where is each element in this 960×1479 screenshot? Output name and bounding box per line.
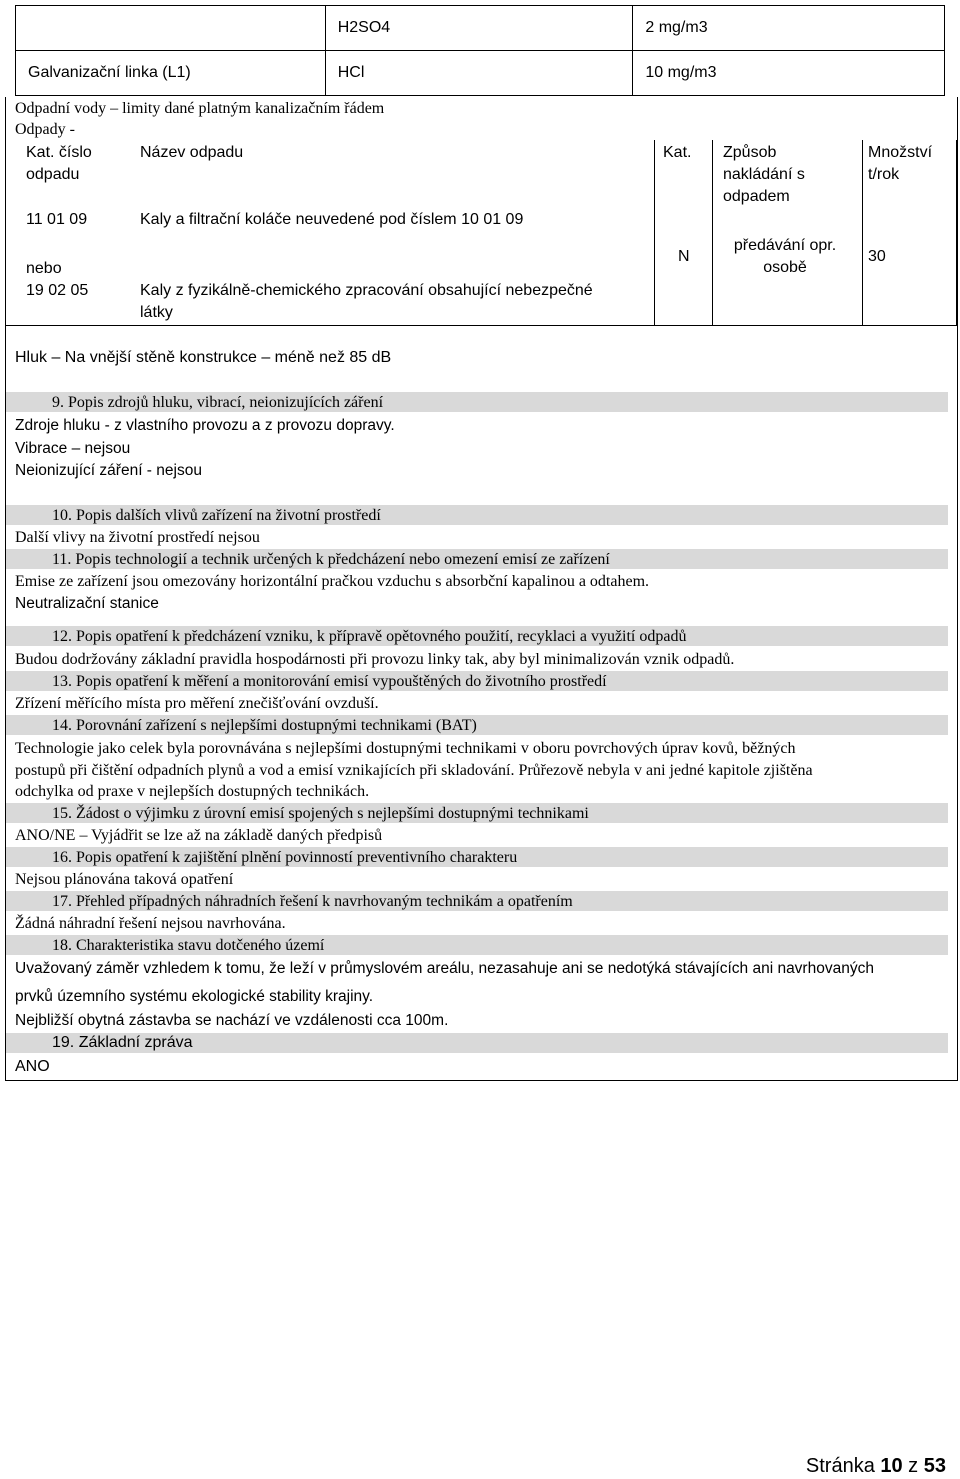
emission-limit: 10 mg/m3 <box>633 51 945 96</box>
header-waste-name: Název odpadu <box>140 144 244 161</box>
section-10-title: 10. Popis dalších vlivů zařízení na životní prostředí <box>52 507 381 524</box>
waste-code-2: 19 02 05 <box>26 282 89 299</box>
section-13-text: Zřízení měřícího místa pro měření znečišťování ovzduší. <box>15 695 379 712</box>
section-17-title: 17. Přehled případných náhradních řešení k navrhovaným technikám a opatřením <box>52 893 573 910</box>
footer-prefix: Stránka <box>805 1455 881 1477</box>
section-12-text: Budou dodržovány základní pravidla hospodárnosti při provozu linky tak, aby byl minimalizován vznik odpadů. <box>15 651 735 668</box>
section-11-title: 11. Popis technologií a technik určených k předcházení nebo omezení emisí ze zařízení <box>52 551 610 568</box>
section-14-title: 14. Porovnání zařízení s nejlepšími dostupnými technikami (BAT) <box>52 717 477 734</box>
emissions-table <box>15 5 945 96</box>
emission-source <box>16 6 326 51</box>
header-category: Kat. <box>663 144 692 161</box>
section-17-text: Žádná náhradní řešení nejsou navrhována. <box>15 915 286 932</box>
footer-mid: z <box>902 1455 924 1477</box>
section-9-title: 9. Popis zdrojů hluku, vibrací, neionizujících záření <box>52 394 384 411</box>
waste-handling: předávání opr. osobě <box>733 237 837 276</box>
section-11-text: Emise ze zařízení jsou omezovány horizontální pračkou vzduchu s absorbční kapalinou a odtahem. <box>15 573 650 590</box>
section-15-title: 15. Žádost o výjimku z úrovní emisí spojených s nejlepšími dostupnými technikami <box>52 805 589 822</box>
section-10-text: Další vlivy na životní prostředí nejsou <box>15 529 260 546</box>
header-waste-code: Kat. číslo odpadu <box>26 144 92 183</box>
emission-limit: 2 mg/m3 <box>633 6 945 51</box>
section-16-text: Nejsou plánována taková opatření <box>15 871 234 888</box>
section-19-text: ANO <box>15 1058 50 1075</box>
section-14-line: odchylka od praxe v nejlepších dostupných technikách. <box>15 783 370 800</box>
or-label: nebo <box>26 260 62 277</box>
page-footer <box>806 1455 946 1478</box>
waste-name-1: Kaly a filtrační koláče neuvedené pod číslem 10 01 09 <box>140 211 524 228</box>
section-9-line: Neionizující záření - nejsou <box>15 462 202 479</box>
section-18-line: Uvažovaný záměr vzhledem k tomu, že leží v průmyslovém areálu, nezasahuje ani se nedotýká stávajících ani navrhovaných <box>15 960 874 977</box>
section-12-title: 12. Popis opatření k předcházení vzniku, k přípravě opětovného použití, recyklaci a využití odpadů <box>52 628 687 645</box>
section-19-title: 19. Základní zpráva <box>52 1034 193 1051</box>
section-18-title: 18. Charakteristika stavu dotčeného území <box>52 937 325 954</box>
waste-name-2: Kaly z fyzikálně-chemického zpracování obsahující nebezpečné látky <box>140 282 593 321</box>
waste-code-1: 11 01 09 <box>26 211 88 228</box>
total-pages: 53 <box>923 1455 946 1477</box>
section-11-text-2: Neutralizační stanice <box>15 595 159 612</box>
table-row <box>16 6 945 51</box>
waste-amount: 30 <box>868 248 886 265</box>
noise-note: Hluk – Na vnější stěně konstrukce – méně než 85 dB <box>15 349 392 366</box>
section-9-line: Zdroje hluku - z vlastního provozu a z provozu dopravy. <box>15 417 395 434</box>
table-row <box>16 51 945 96</box>
header-amount: Množství t/rok <box>868 144 933 183</box>
section-15-text: ANO/NE – Vyjádřit se lze až na základě daných předpisů <box>15 827 383 844</box>
emission-source: Galvanizační linka (L1) <box>16 51 326 96</box>
section-18-line: Nejbližší obytná zástavba se nachází ve vzdálenosti cca 100m. <box>15 1012 449 1029</box>
current-page: 10 <box>880 1455 903 1477</box>
pollutant: HCl <box>325 51 633 96</box>
section-14-line: postupů při čištění odpadních plynů a vod a emisí vznikajících při skladování. Průřezově nebyla v ani jedné kapitole zjištěna <box>15 762 813 779</box>
waste-heading: Odpady - <box>15 121 75 138</box>
pollutant: H2SO4 <box>325 6 633 51</box>
section-18-line: prvků územního systému ekologické stability krajiny. <box>15 988 374 1005</box>
header-handling: Způsob nakládání s odpadem <box>723 144 805 205</box>
section-16-title: 16. Popis opatření k zajištění plnění povinností preventivního charakteru <box>52 849 518 866</box>
section-14-line: Technologie jako celek byla porovnávána s nejlepšími dostupnými technikami v oboru povrchových úprav kovů, běžných <box>15 740 796 757</box>
section-13-title: 13. Popis opatření k měření a monitorování emisí vypouštěných do životního prostředí <box>52 673 607 690</box>
waste-category: N <box>678 248 690 265</box>
section-9-line: Vibrace – nejsou <box>15 440 131 457</box>
waste-water-note: Odpadní vody – limity dané platným kanalizačním řádem <box>15 100 385 117</box>
